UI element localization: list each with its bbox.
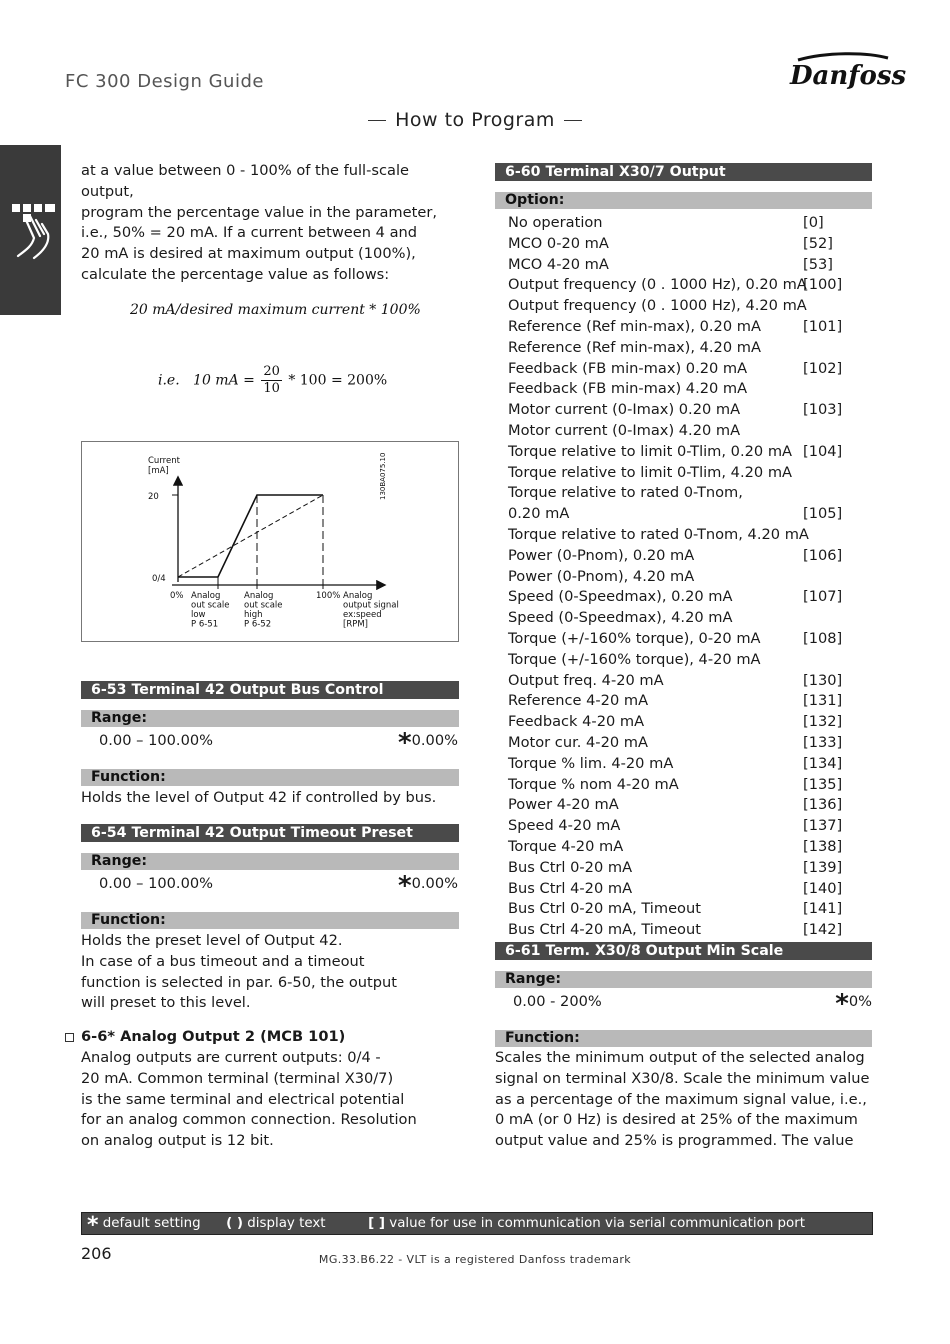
- param-6-61-default: [772, 989, 872, 1019]
- option-row: [508, 421, 848, 442]
- param-6-61-function-label: Function:: [495, 1030, 872, 1047]
- option-row: [508, 837, 848, 858]
- graph-x-tick: 100%: [316, 591, 341, 601]
- document-title: FC 300 Design Guide: [65, 71, 264, 92]
- option-row: [508, 296, 848, 317]
- param-6-53-default-value: 0.00%: [411, 732, 458, 749]
- option-code: [131]: [803, 692, 843, 710]
- option-label: Torque relative to limit 0-Tlim, 4.20 mA: [508, 463, 793, 481]
- option-row: [508, 650, 848, 671]
- option-code: [142]: [803, 921, 843, 939]
- param-6-54-range: 0.00 – 100.00%: [99, 875, 213, 892]
- analog-output-graph: [81, 441, 459, 642]
- option-row: [508, 567, 848, 588]
- intro-line: calculate the percentage value as follows:: [81, 265, 390, 283]
- graph-label-line: Analog: [343, 591, 373, 601]
- graph-y-label: Current: [148, 456, 180, 466]
- formula-example: [158, 364, 387, 397]
- option-label: 0.20 mA: [508, 505, 570, 523]
- option-label: MCO 4-20 mA: [508, 255, 609, 273]
- option-code: [101]: [803, 317, 843, 335]
- option-row: [508, 525, 848, 546]
- option-label: Bus Ctrl 4-20 mA, Timeout: [508, 921, 701, 939]
- option-label: Feedback (FB min-max) 4.20 mA: [508, 380, 748, 398]
- option-label: Reference (Ref min-max), 4.20 mA: [508, 338, 761, 356]
- function-line: will preset to this level.: [81, 994, 251, 1012]
- param-6-61-range: 0.00 - 200%: [513, 993, 602, 1010]
- section-heading-text: How to Program: [395, 109, 555, 131]
- option-code: [134]: [803, 754, 843, 772]
- option-row: [508, 463, 848, 484]
- function-line: Holds the level of Output 42 if controlled by bus.: [81, 789, 437, 806]
- option-label: Speed (0-Speedmax), 0.20 mA: [508, 588, 733, 606]
- option-row: [508, 858, 848, 879]
- option-row: [508, 754, 848, 775]
- option-row: [508, 234, 848, 255]
- param-6-60-options: [508, 213, 848, 941]
- option-label: Output frequency (0 . 1000 Hz), 4.20 mA: [508, 297, 807, 315]
- option-label: Motor cur. 4-20 mA: [508, 733, 648, 751]
- graph-label-line: out scale: [191, 600, 230, 611]
- option-row: [508, 442, 848, 463]
- option-label: Torque (+/-160% torque), 0-20 mA: [508, 629, 761, 647]
- param-6-53-function-text: [81, 788, 459, 809]
- legend-bracket-text: value for use in communication via serial communication port: [389, 1216, 806, 1231]
- option-row: [508, 213, 848, 234]
- intro-line: i.e., 50% = 20 mA. If a current between 4 and: [81, 224, 418, 242]
- legend-bracket-symbol: [ ]: [368, 1216, 386, 1231]
- group-6-6-text: [81, 1048, 459, 1152]
- option-code: [52]: [803, 234, 833, 252]
- legend-bar: [81, 1212, 873, 1238]
- graph-y-unit: [mA]: [148, 466, 169, 476]
- graph-label-high: [244, 591, 283, 630]
- default-star-icon: *: [835, 989, 849, 1019]
- option-row: [508, 879, 848, 900]
- graph-label-line: out scale: [244, 600, 283, 611]
- option-label: Motor current (0-Imax) 4.20 mA: [508, 421, 741, 439]
- function-line: In case of a bus timeout and a timeout: [81, 952, 365, 970]
- param-6-60-title: 6-60 Terminal X30/7 Output: [495, 163, 872, 181]
- param-6-53-default: [300, 728, 458, 758]
- legend-display-text: display text: [247, 1216, 326, 1231]
- default-star-icon: *: [398, 728, 412, 758]
- group-text-line: Analog outputs are current outputs: 0/4 -: [81, 1049, 381, 1066]
- option-code: [135]: [803, 775, 843, 793]
- option-code: [130]: [803, 671, 843, 689]
- default-star-icon: *: [398, 871, 412, 901]
- option-row: [508, 712, 848, 733]
- option-row: [508, 400, 848, 421]
- graph-label-line: low: [191, 610, 206, 620]
- formula-fraction: [261, 364, 282, 397]
- option-row: [508, 920, 848, 941]
- group-text-line: for an analog common connection. Resolution: [81, 1111, 417, 1129]
- option-label: Speed 4-20 mA: [508, 817, 621, 835]
- graph-label-line: Analog: [191, 591, 221, 601]
- option-code: [100]: [803, 276, 843, 294]
- formula-percentage: 20 mA/desired maximum current * 100%: [130, 302, 421, 318]
- option-label: Power (0-Pnom), 4.20 mA: [508, 567, 695, 585]
- intro-paragraph: [81, 161, 459, 286]
- option-label: Bus Ctrl 4-20 mA: [508, 879, 633, 897]
- option-code: [102]: [803, 359, 843, 377]
- option-code: [106]: [803, 546, 843, 564]
- function-line: Scales the minimum output of the selected analog: [495, 1049, 865, 1066]
- option-label: Torque (+/-160% torque), 4-20 mA: [508, 650, 761, 668]
- param-6-61-function-text: [495, 1048, 873, 1152]
- option-code: [136]: [803, 796, 843, 814]
- page-number: 206: [81, 1244, 112, 1263]
- param-6-54-function-text: [81, 931, 459, 1014]
- option-code: [132]: [803, 713, 843, 731]
- option-label: Speed (0-Speedmax), 4.20 mA: [508, 609, 733, 627]
- graph-label-line: ex:speed: [343, 610, 382, 620]
- graph-label-line: high: [244, 610, 263, 620]
- option-code: [103]: [803, 401, 843, 419]
- graph-label-line: Analog: [244, 591, 274, 601]
- option-row: [508, 338, 848, 359]
- graph-y-tick: 0/4: [152, 574, 166, 584]
- option-row: [508, 795, 848, 816]
- option-row: [508, 816, 848, 837]
- option-label: Bus Ctrl 0-20 mA: [508, 858, 633, 876]
- param-6-53-title: 6-53 Terminal 42 Output Bus Control: [81, 681, 459, 699]
- option-row: [508, 775, 848, 796]
- intro-line: program the percentage value in the parameter,: [81, 203, 437, 221]
- formula-prefix: i.e.: [158, 372, 180, 389]
- option-code: [140]: [803, 879, 843, 897]
- option-row: [508, 359, 848, 380]
- graph-label-line: output signal: [343, 600, 399, 611]
- option-code: [104]: [803, 442, 843, 460]
- option-row: [508, 671, 848, 692]
- option-row: [508, 629, 848, 650]
- intro-line: 20 mA is desired at maximum output (100%),: [81, 245, 416, 263]
- option-label: Output freq. 4-20 mA: [508, 671, 664, 689]
- graph-y-tick: 20: [148, 492, 159, 502]
- param-6-54-function-label: Function:: [81, 912, 459, 929]
- option-label: Torque relative to rated 0-Tnom,: [508, 484, 743, 502]
- option-row: [508, 379, 848, 400]
- graph-label-signal: [343, 591, 399, 630]
- graph-label-line: P 6-51: [191, 619, 219, 630]
- option-row: [508, 483, 848, 504]
- param-6-53-range: 0.00 – 100.00%: [99, 732, 213, 749]
- option-row: [508, 899, 848, 920]
- group-6-6-title: 6-6* Analog Output 2 (MCB 101): [81, 1028, 346, 1045]
- option-row: [508, 317, 848, 338]
- option-code: [108]: [803, 629, 843, 647]
- graph-label-line: [RPM]: [343, 619, 368, 630]
- function-line: 0 mA (or 0 Hz) is desired at 25% of the maximum: [495, 1111, 858, 1129]
- option-label: MCO 0-20 mA: [508, 234, 609, 252]
- formula-lhs: 10 mA =: [193, 372, 255, 389]
- option-code: [53]: [803, 255, 833, 273]
- graph-x-tick: 0%: [170, 591, 184, 601]
- svg-text:Danfoss: Danfoss: [790, 61, 907, 91]
- danfoss-logo: [786, 48, 907, 94]
- option-label: No operation: [508, 214, 603, 231]
- formula-rhs: * 100 = 200%: [288, 372, 388, 389]
- option-code: [0]: [803, 214, 824, 231]
- option-row: [508, 608, 848, 629]
- fraction-denominator: 10: [263, 381, 280, 396]
- param-6-61-range-label: Range:: [495, 971, 872, 988]
- option-code: [133]: [803, 733, 843, 751]
- group-text-line: on analog output is 12 bit.: [81, 1132, 274, 1150]
- option-row: [508, 504, 848, 525]
- option-row: [508, 275, 848, 296]
- param-6-61-title: 6-61 Term. X30/8 Output Min Scale: [495, 942, 872, 960]
- option-label: Motor current (0-Imax) 0.20 mA: [508, 401, 741, 419]
- param-6-61-default-value: 0%: [848, 993, 872, 1010]
- function-line: signal on terminal X30/8. Scale the minimum value: [495, 1069, 870, 1087]
- graph-label-line: P 6-52: [244, 619, 272, 630]
- param-6-53-range-label: Range:: [81, 710, 459, 727]
- option-row: [508, 691, 848, 712]
- option-row: [508, 587, 848, 608]
- legend-paren-symbol: ( ): [226, 1216, 244, 1231]
- param-6-54-default: [300, 871, 458, 901]
- option-label: Reference 4-20 mA: [508, 692, 649, 710]
- option-label: Feedback (FB min-max) 0.20 mA: [508, 359, 748, 377]
- fraction-numerator: 20: [263, 364, 280, 379]
- group-text-line: is the same terminal and electrical potential: [81, 1090, 405, 1108]
- function-line: function is selected in par. 6-50, the output: [81, 973, 398, 991]
- option-label: Torque relative to rated 0-Tnom, 4.20 mA: [508, 525, 809, 543]
- graph-figure-code: 130BA075.10: [379, 452, 387, 500]
- option-code: [107]: [803, 588, 843, 606]
- function-line: output value and 25% is programmed. The value: [495, 1132, 854, 1150]
- param-6-54-title: 6-54 Terminal 42 Output Timeout Preset: [81, 824, 459, 842]
- option-row: [508, 733, 848, 754]
- group-text-line: 20 mA. Common terminal (terminal X30/7): [81, 1069, 394, 1087]
- param-6-53-function-label: Function:: [81, 769, 459, 786]
- option-label: Torque relative to limit 0-Tlim, 0.20 mA: [508, 442, 793, 460]
- option-label: Output frequency (0 . 1000 Hz), 0.20 mA: [508, 276, 807, 294]
- option-label: Torque % lim. 4-20 mA: [508, 754, 674, 772]
- option-code: [138]: [803, 837, 843, 855]
- graph-label-low: [191, 591, 230, 630]
- option-label: Bus Ctrl 0-20 mA, Timeout: [508, 900, 701, 918]
- option-label: Power (0-Pnom), 0.20 mA: [508, 546, 695, 564]
- param-6-60-option-label: Option:: [495, 192, 872, 209]
- option-label: Torque 4-20 mA: [508, 837, 624, 855]
- option-row: [508, 255, 848, 276]
- default-star-icon: *: [87, 1213, 99, 1238]
- option-label: Feedback 4-20 mA: [508, 713, 645, 731]
- hand-pointer-icon: [12, 200, 58, 260]
- option-label: Torque % nom 4-20 mA: [508, 775, 679, 793]
- option-code: [141]: [803, 900, 843, 918]
- intro-line: at a value between 0 - 100% of the full-scale output,: [81, 162, 409, 200]
- option-code: [105]: [803, 505, 843, 523]
- trademark-note: MG.33.B6.22 - VLT is a registered Danfoss trademark: [318, 1253, 632, 1266]
- chapter-side-tab: [0, 145, 61, 315]
- option-label: Power 4-20 mA: [508, 796, 619, 814]
- group-bullet-icon: [65, 1033, 74, 1042]
- option-code: [139]: [803, 858, 843, 876]
- function-line: as a percentage of the maximum signal value, i.e.,: [495, 1090, 867, 1108]
- section-heading: [0, 109, 950, 131]
- option-label: Reference (Ref min-max), 0.20 mA: [508, 317, 761, 335]
- param-6-54-default-value: 0.00%: [411, 875, 458, 892]
- param-6-54-range-label: Range:: [81, 853, 459, 870]
- legend-default-setting: default setting: [102, 1216, 201, 1231]
- function-line: Holds the preset level of Output 42.: [81, 932, 343, 949]
- graph-canvas: [82, 442, 458, 641]
- option-row: [508, 546, 848, 567]
- option-code: [137]: [803, 817, 843, 835]
